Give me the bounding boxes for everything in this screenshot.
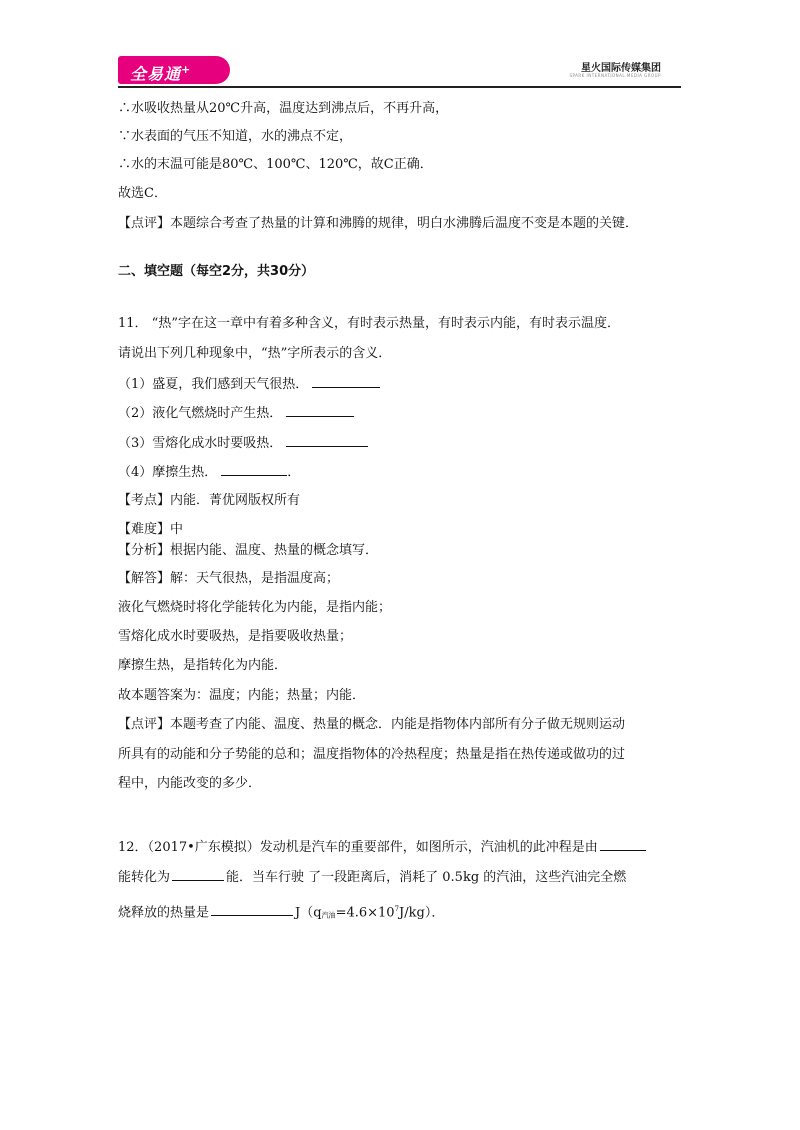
- q12-text: 烧释放的热量是: [118, 905, 210, 921]
- answer-summary: 故本题答案为：温度；内能；热量；内能．: [118, 688, 366, 703]
- text-line: ∴水的末温可能是80℃、100℃、120℃，故C正确．: [118, 157, 433, 172]
- section-heading: 二、填空题（每空2分，共30分）: [118, 264, 315, 279]
- answer-blank[interactable]: [211, 903, 293, 916]
- q12-text: J（q: [295, 905, 322, 921]
- fenxi: 【分析】根据内能、温度、热量的概念填写．: [118, 543, 379, 558]
- question-12-line-3: [118, 900, 444, 924]
- question-12-stem: [118, 838, 646, 857]
- question-11-item-2: [118, 404, 354, 423]
- jieda: 【解答】解：天气很热，是指温度高；: [118, 571, 340, 586]
- item-text: （2）液化气燃烧时产生热．: [118, 406, 283, 421]
- answer-blank[interactable]: [286, 404, 354, 417]
- q12-text: J/kg）．: [399, 905, 445, 921]
- answer-blank[interactable]: [172, 868, 224, 881]
- text-line: 故选C．: [118, 186, 167, 201]
- page-header: [118, 54, 681, 86]
- logo-text: 全易通: [130, 64, 182, 84]
- item-end: ．: [287, 465, 301, 480]
- dianping-cont: 所具有的动能和分子势能的总和；温度指物体的冷热程度；热量是指在热传递或做功的过: [118, 747, 626, 762]
- text-line: ∵水表面的气压不知道，水的沸点不定，: [118, 129, 353, 144]
- question-11-item-3: [118, 434, 368, 453]
- exponent: 7: [394, 905, 400, 913]
- answer-blank[interactable]: [221, 463, 287, 476]
- item-text: （4）摩擦生热．: [118, 465, 218, 480]
- question-11-stem: 11． “热”字在这一章中有着多种含义，有时表示热量，有时表示内能，有时表示温度．: [118, 316, 620, 331]
- q12-text: 能．当车行驶 了一段距离后，消耗了 0.5kg 的汽油，这些汽油完全燃: [226, 870, 627, 885]
- q12-text: =4.6×10: [335, 905, 395, 921]
- group-name: 星火国际传媒集团: [581, 63, 661, 74]
- answer-blank[interactable]: [312, 375, 380, 388]
- subscript: 汽油: [321, 911, 336, 920]
- nandu: 【难度】中: [118, 522, 184, 537]
- brand-logo: [118, 56, 230, 84]
- item-text: （1）盛夏，我们感到天气很热．: [118, 377, 309, 392]
- question-11-item-4: [118, 463, 300, 482]
- item-text: （3）雪熔化成水时要吸热．: [118, 436, 283, 451]
- question-11-item-1: [118, 375, 380, 394]
- answer-line: 摩擦生热，是指转化为内能．: [118, 658, 288, 673]
- text-line: ∴水吸收热量从20℃升高，温度达到沸点后，不再升高，: [118, 101, 449, 116]
- answer-blank[interactable]: [600, 838, 646, 851]
- text-line: 【点评】本题综合考查了热量的计算和沸腾的规律，明白水沸腾后温度不变是本题的关键．: [118, 216, 639, 231]
- answer-blank[interactable]: [286, 434, 368, 447]
- kaodian: 【考点】内能．菁优网版权所有: [118, 493, 301, 508]
- logo-plus: +: [181, 63, 192, 76]
- dianping-cont: 程中，内能改变的多少．: [118, 776, 262, 791]
- question-12-line-2: [118, 868, 626, 887]
- answer-line: 雪熔化成水时要吸热，是指要吸收热量；: [118, 629, 353, 644]
- header-divider: [118, 86, 681, 88]
- answer-line: 液化气燃烧时将化学能转化为内能，是指内能；: [118, 600, 392, 615]
- q12-text: 能转化为: [118, 870, 171, 885]
- question-11-prompt: 请说出下列几种现象中，“热”字所表示的含义．: [118, 346, 392, 361]
- group-subtitle: SPARK INTERNATIONAL MEDIA GROUP: [569, 73, 661, 78]
- dianping: 【点评】本题考查了内能、温度、热量的概念．内能是指物体内部所有分子做无规则运动: [118, 717, 626, 732]
- q12-text: 12．（2017•广东模拟）发动机是汽车的重要部件，如图所示，汽油机的此冲程是由: [118, 840, 598, 855]
